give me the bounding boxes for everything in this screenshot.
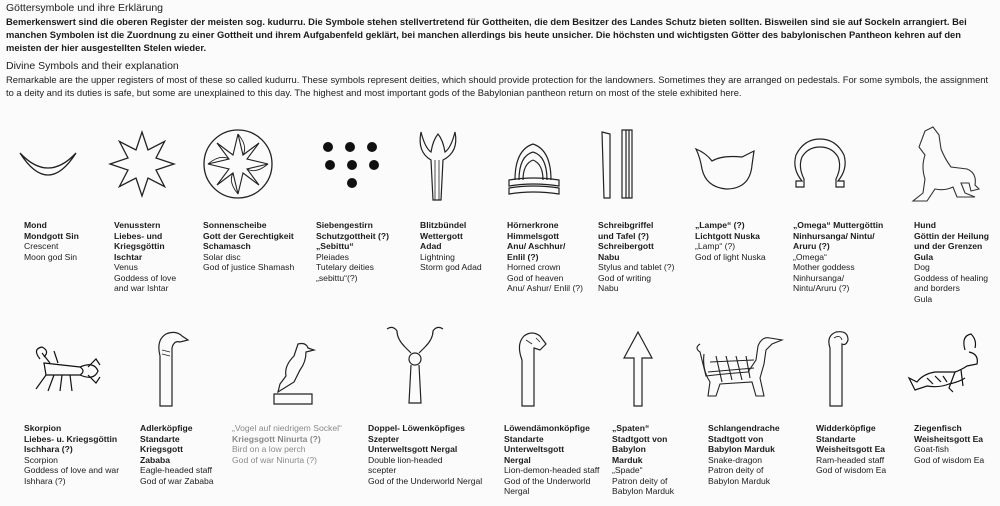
caption-ram-staff: Widderköpfige Standarte Weisheitsgott Ea Ram-headed staff God of wisdom Ea xyxy=(816,423,887,475)
de-text: Bemerkenswert sind die oberen Register der meisten sog. kudurru. Die Symbole stehen stellvertretend für Gottheiten, die dem Besitzer des Landes Schutz bieten sollten. Bisweilen sind sie auf Sockeln arrangiert. Bei manchen Symbolen ist die Zuordnung zu einer Gottheit und ihrem Aufgabenfeld geklärt, bei manchen allerdings bis heute unsicher. Die höchsten und wichtigsten Götter des babylonischen Pantheon kehren auf den meisten der hier ausgestellten Stelen wieder. xyxy=(6,16,967,53)
en-text: Remarkable are the upper registers of most of these so called kudurru. These symbols represent deities, which should provide protection for the landowners. Sometimes they are arranged on pedestals. For some symbols, the assignment to a deity and its duties is safe, but some are unexplained to this day. The highest and most important gods of the Babylonian pantheon return on most of the stele exhibited here. xyxy=(6,74,989,98)
caption-lamp: „Lampe“ (?) Lichtgott Nuska „Lamp“ (?) God of light Nuska xyxy=(695,220,766,262)
scorpion-icon xyxy=(28,345,104,397)
caption-pleiades: Siebengestirn Schutzgottheit (?) „Sebittu“ Pleiades Tutelary deities „sebittu“(?) xyxy=(316,220,390,283)
lion-scepter-icon xyxy=(383,325,447,405)
spade-icon xyxy=(618,330,658,408)
sun-disc-icon xyxy=(202,128,274,200)
caption-omega: „Omega“ Muttergöttin Ninhursanga/ Nintu/ Aruru (?) „Omega“ Mother goddess Ninhursanga/ Nintu/Aruru (?) xyxy=(793,220,884,293)
dog-icon xyxy=(905,125,985,205)
lion-demon-staff-icon xyxy=(512,330,552,408)
star-icon xyxy=(108,130,176,198)
snake-dragon-icon xyxy=(692,330,788,400)
en-title: Divine Symbols and their explanation xyxy=(6,60,179,72)
caption-star: Venusstern Liebes- und Kriegsgöttin Ischtar Venus Goddess of love and war Ishtar xyxy=(114,220,177,293)
caption-eagle-staff: Adlerköpfige Standarte Kriegsgott Zababa Eagle-headed staff God of war Zababa xyxy=(140,423,214,486)
header xyxy=(6,2,996,99)
caption-stylus-tablet: Schreibgriffel und Tafel (?) Schreibergott Nabu Stylus and tablet (?) God of writing Nabu xyxy=(598,220,675,293)
goat-fish-icon xyxy=(905,332,995,404)
horned-crown-icon xyxy=(505,140,565,200)
lightning-icon xyxy=(415,130,461,202)
omega-icon xyxy=(790,135,850,191)
lamp-icon xyxy=(692,135,758,195)
stylus-tablet-icon xyxy=(598,128,638,200)
caption-lion-demon-staff: Löwendämonköpfige Standarte Unterweltsgott Nergal Lion-demon-headed staff God of the Underworld Nergal xyxy=(504,423,600,496)
caption-horned-crown: Hörnerkrone Himmelsgott Anu/ Aschhur/ Enlil (?) Horned crown God of heaven Anu/ Ashur/ Enlil (?) xyxy=(507,220,583,293)
caption-lion-scepter: Doppel- Löwenköpfiges Szepter Unterweltsgott Nergal Double lion-headed scepter God of the Underworld Nergal xyxy=(368,423,483,486)
bird-perch-icon xyxy=(268,338,318,406)
caption-lightning: Blitzbündel Wettergott Adad Lightning Storm god Adad xyxy=(420,220,482,272)
caption-spade: „Spaten“ Stadtgott von Babylon Marduk „Spade“ Patron deity of Babylon Marduk xyxy=(612,423,675,496)
caption-goat-fish: Ziegenfisch Weisheitsgott Ea Goat-fish God of wisdom Ea xyxy=(914,423,985,465)
caption-sun-disc: Sonnenscheibe Gott der Gerechtigkeit Schamasch Solar disc God of justice Shamash xyxy=(203,220,295,272)
caption-bird-perch: „Vogel auf niedrigem Sockel“ Kriegsgott Ninurta (?) Bird on a low perch God of war Ninurta (?) xyxy=(232,423,342,465)
eagle-staff-icon xyxy=(150,330,190,408)
caption-snake-dragon: Schlangendrache Stadtgott von Babylon Marduk Snake-dragon Patron deity of Babylon Marduk xyxy=(708,423,780,486)
de-title: Göttersymbole und ihre Erklärung xyxy=(6,2,163,14)
ram-staff-icon xyxy=(820,328,856,408)
caption-dog: Hund Göttin der Heilung und der Grenzen Gula Dog Goddess of healing and borders Gula xyxy=(914,220,989,304)
crescent-icon xyxy=(18,145,78,185)
caption-crescent: Mond Mondgott Sin Crescent Moon god Sin xyxy=(24,220,79,262)
pleiades-icon xyxy=(318,135,388,195)
caption-scorpion: Skorpion Liebes- u. Kriegsgöttin Ischhara (?) Scorpion Goddess of love and war Ishhara (?) xyxy=(24,423,120,486)
